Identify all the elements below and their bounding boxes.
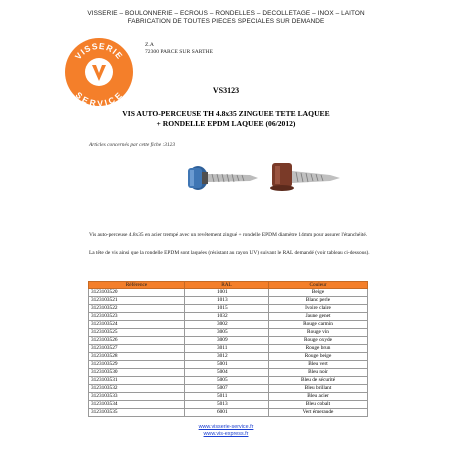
cell-color: Rouge oxyde [269, 337, 368, 345]
cell-color: Bleu brillant [269, 385, 368, 393]
footer-link-visserie-service[interactable]: www.visserie-service.fr [198, 424, 254, 430]
table-row [89, 393, 368, 401]
header-line-2: FABRICATION DE TOUTES PIECES SPECIALES SUR DEMANDE [127, 18, 325, 25]
logo-text-bottom: SERVICE [73, 89, 125, 107]
cell-color: Vert émeraude [269, 409, 368, 417]
cell-reference: 3123103531 [89, 377, 185, 385]
table-row [89, 337, 368, 345]
description-paragraph-1: Vis auto-perceuse 4.8x35 en acier trempé avec un revêtement zingué + rondelle EPDM diamètre 14mm pour assurer l'étanchéité. [89, 232, 368, 238]
cell-color: Rouge vin [269, 329, 368, 337]
description-paragraph-2: La tête de vis ainsi que la rondelle EPDM sont laquées (résistant au rayon UV) suivant le RAL demandé (voir tableau ci-dessous). [89, 250, 370, 256]
cell-ral: 5004 [185, 369, 269, 377]
cell-reference: 3123103524 [89, 321, 185, 329]
cell-ral: 5001 [185, 361, 269, 369]
cell-ral: 1001 [185, 289, 269, 297]
cell-ral: 5011 [185, 393, 269, 401]
cell-reference: 3123103534 [89, 401, 185, 409]
document-title-line-1: VIS AUTO-PERCEUSE TH 4.8x35 ZINGUEE TETE LAQUEE [122, 109, 330, 118]
cell-color: Ivoire claire [269, 305, 368, 313]
cell-reference: 3123103535 [89, 409, 185, 417]
table-row [89, 329, 368, 337]
cell-color: Rouge carmin [269, 321, 368, 329]
cell-reference: 3123103526 [89, 337, 185, 345]
cell-color: Jaune genet [269, 313, 368, 321]
cell-color: Bleu noir [269, 369, 368, 377]
cell-ral: 3011 [185, 345, 269, 353]
table-row [89, 377, 368, 385]
logo-text-top: VISSERIE [72, 40, 126, 62]
screw-photo [180, 158, 348, 208]
cell-ral: 3005 [185, 329, 269, 337]
cell-ral: 3012 [185, 353, 269, 361]
cell-ral: 5007 [185, 385, 269, 393]
table-row [89, 297, 368, 305]
document-title-line-2: + RONDELLE EPDM LAQUEE (06/2012) [156, 119, 296, 128]
table-row [89, 289, 368, 297]
cell-reference: 3123103520 [89, 289, 185, 297]
cell-reference: 3123103523 [89, 313, 185, 321]
cell-color: Blanc perle [269, 297, 368, 305]
column-header-ral: RAL [185, 282, 269, 289]
table-row [89, 345, 368, 353]
table-row [89, 369, 368, 377]
cell-ral: 5013 [185, 401, 269, 409]
cell-reference: 3123103528 [89, 353, 185, 361]
cell-ral: 3002 [185, 321, 269, 329]
cell-color: Beige [269, 289, 368, 297]
cell-ral: 5005 [185, 377, 269, 385]
table-row [89, 321, 368, 329]
table-body [89, 289, 368, 417]
cell-color: Bleu vert [269, 361, 368, 369]
table-row [89, 305, 368, 313]
cell-ral: 1032 [185, 313, 269, 321]
table-row [89, 361, 368, 369]
cell-reference: 3123103522 [89, 305, 185, 313]
cell-color: Bleu de sécurité [269, 377, 368, 385]
column-header-color: Couleur [269, 282, 368, 289]
blue-screw-illustration [188, 166, 258, 190]
cell-ral: 1015 [185, 305, 269, 313]
cell-ral: 3009 [185, 337, 269, 345]
cell-color: Rouge beige [269, 353, 368, 361]
table-row [89, 409, 368, 417]
visserie-service-logo [64, 37, 134, 107]
cell-ral: 6001 [185, 409, 269, 417]
table-row [89, 313, 368, 321]
cell-reference: 3123103527 [89, 345, 185, 353]
document-reference: VS3123 [212, 86, 240, 95]
header-line-1: VISSERIE – BOULONNERIE – ECROUS – RONDELLES – DECOLLETAGE – INOX – LAITON [87, 10, 365, 17]
cell-color: Bleu cobalt [269, 401, 368, 409]
cell-color: Rouge brun [269, 345, 368, 353]
ral-color-table [88, 281, 368, 417]
cell-reference: 3123103532 [89, 385, 185, 393]
brown-screw-illustration [270, 163, 340, 191]
table-row [89, 401, 368, 409]
cell-reference: 3123103530 [89, 369, 185, 377]
table-header-row [89, 282, 368, 289]
cell-reference: 3123103525 [89, 329, 185, 337]
cell-ral: 1013 [185, 297, 269, 305]
articles-concerned: Articles concernés par cette fiche :3123 [89, 142, 176, 148]
footer-link-vis-express[interactable]: www.vis-express.fr [203, 431, 249, 437]
table-row [89, 385, 368, 393]
cell-reference: 3123103529 [89, 361, 185, 369]
cell-reference: 3123103521 [89, 297, 185, 305]
column-header-reference: Référence [89, 282, 185, 289]
table-row [89, 353, 368, 361]
address-line-1: Z.A [145, 42, 154, 48]
address-line-2: 72300 PARCE SUR SARTHE [145, 49, 213, 55]
cell-color: Bleu acier [269, 393, 368, 401]
cell-reference: 3123103533 [89, 393, 185, 401]
